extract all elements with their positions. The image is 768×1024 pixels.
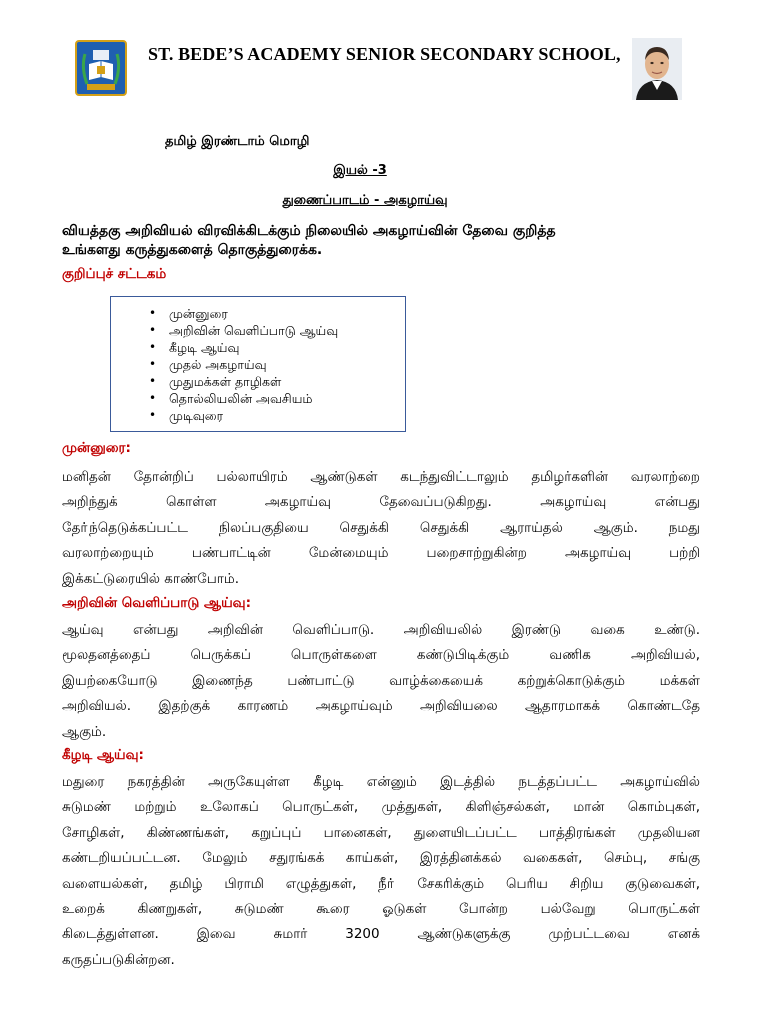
outline-heading: குறிப்புச் சட்டகம் (62, 266, 167, 282)
paragraph-line: கருதப்படுகின்றன. (62, 951, 175, 968)
subject-title: தமிழ் இரண்டாம் மொழி (165, 134, 310, 149)
list-item (149, 356, 405, 373)
school-name: ST. BEDE’S ACADEMY SENIOR SECONDARY SCHOOL, (148, 44, 621, 64)
paragraph-line: கிடைத்துள்ளன. இவை சுமார் 3200 ஆண்டுகளுக்கு முற்பட்டவை எனக் (62, 926, 700, 943)
list-item (149, 322, 405, 339)
list-item (149, 407, 405, 424)
list-item (149, 339, 405, 356)
bullet-icon: • (149, 391, 157, 405)
paragraph-line: தோ்ந்தெடுக்கப்பட்ட நிலப்பகுதியை செதுக்கி செதுக்கி ஆராய்தல் ஆகும். நமது (62, 519, 700, 536)
list-item (149, 373, 405, 390)
section-body-introduction (62, 465, 700, 592)
portrait-photo (632, 38, 682, 100)
school-emblem-icon (75, 40, 127, 96)
outline-list (111, 297, 405, 424)
topic-title: துணைப்பாடம் - அகழாய்வு (282, 193, 448, 208)
section-heading-keezhadi: கீழடி ஆய்வு: (62, 747, 144, 763)
paragraph-line: ஆகும். (62, 723, 107, 740)
paragraph-line: இயற்கையோடு இணைந்த பண்பாட்டு வாழ்க்கையைக் கற்றுக்கொடுக்கும் மக்கள் (62, 672, 700, 689)
paragraph-line: சோழிகள், கிண்ணங்கள், கறுப்புப் பானைகள், துளையிடப்பட்ட பாத்திரங்கள் முதலியன (62, 824, 700, 841)
list-item (149, 305, 405, 322)
paragraph-line: கண்டறியப்பட்டன. மேலும் சதுரங்கக் காய்கள், இரத்தினக்கல் வகைகள், செம்பு, சங்கு (62, 850, 700, 867)
paragraph-line: மனிதன் தோன்றிப் பல்லாயிரம் ஆண்டுகள் கடந்துவிட்டாலும் தமிழர்களின் வரலாற்றை (62, 469, 700, 485)
bullet-icon: • (149, 323, 157, 337)
section-heading-knowledge-research: அறிவின் வெளிப்பாடு ஆய்வு: (62, 595, 251, 611)
paragraph-line: மூலதனத்தைப் பெருக்கப் பொருள்களை கண்டுபிடிக்கும் வணிக அறிவியல், (62, 647, 700, 664)
outline-item-label: முடிவுரை (169, 408, 224, 423)
outline-item-label: முன்னுரை (169, 306, 228, 321)
paragraph-line: இக்கட்டுரையில் காண்போம். (62, 570, 240, 587)
section-body-knowledge-research (62, 618, 700, 745)
list-item (149, 390, 405, 407)
essay-question (62, 222, 702, 260)
paragraph-line: ஆய்வு என்பது அறிவின் வெளிப்பாடு. அறிவியலில் இரண்டு வகை உண்டு. (62, 622, 700, 638)
section-body-keezhadi (62, 770, 700, 973)
outline-item-label: தொல்லியலின் அவசியம் (169, 391, 313, 406)
paragraph-line: வரலாற்றையும் பண்பாட்டின் மேன்மையும் பறைசாற்றுகின்ற அகழாய்வு பற்றி (62, 545, 700, 562)
bullet-icon: • (149, 306, 157, 320)
section-heading-introduction: முன்னுரை: (62, 440, 131, 456)
paragraph-line: வளையல்கள், தமிழ் பிராமி எழுத்துகள், நீா் சேகரிக்கும் பெரிய சிறிய குடுவைகள், (62, 875, 700, 892)
paragraph-line: அறிந்துக் கொள்ள அகழாய்வு தேவைப்படுகிறது. அகழாய்வு என்பது (62, 494, 700, 511)
paragraph-line: மதுரை நகரத்தின் அருகேயுள்ள கீழடி என்னும் இடத்தில் நடத்தப்பட்ட அகழாய்வில் (62, 774, 700, 790)
outline-item-label: முதல் அகழாய்வு (169, 357, 267, 372)
paragraph-line: அறிவியல். இதற்குக் காரணம் அகழாய்வும் அறிவியலை ஆதாரமாகக் கொண்டதே (62, 698, 700, 715)
outline-box (110, 296, 406, 432)
question-line: உங்களது கருத்துகளைத் தொகுத்துரைக்க. (62, 242, 323, 258)
bullet-icon: • (149, 374, 157, 388)
paragraph-line: உறைக் கிணறுகள், சுடுமண் கூரை ஓடுகள் போன்ற பல்வேறு பொருட்கள் (62, 900, 700, 917)
chapter-title: இயல் -3 (333, 163, 387, 178)
paragraph-line: சுடுமண் மற்றும் உலோகப் பொருட்கள், முத்துகள், கிளிஞ்சல்கள், மான் கொம்புகள், (62, 799, 700, 816)
outline-item-label: அறிவின் வெளிப்பாடு ஆய்வு (169, 323, 339, 338)
bullet-icon: • (149, 408, 157, 422)
question-line: வியத்தகு அறிவியல் விரவிக்கிடக்கும் நிலையில் அகழாய்வின் தேவை குறித்த (62, 223, 556, 239)
bullet-icon: • (149, 357, 157, 371)
bullet-icon: • (149, 340, 157, 354)
outline-item-label: முதுமக்கள் தாழிகள் (169, 374, 282, 389)
outline-item-label: கீழடி ஆய்வு (169, 340, 240, 355)
